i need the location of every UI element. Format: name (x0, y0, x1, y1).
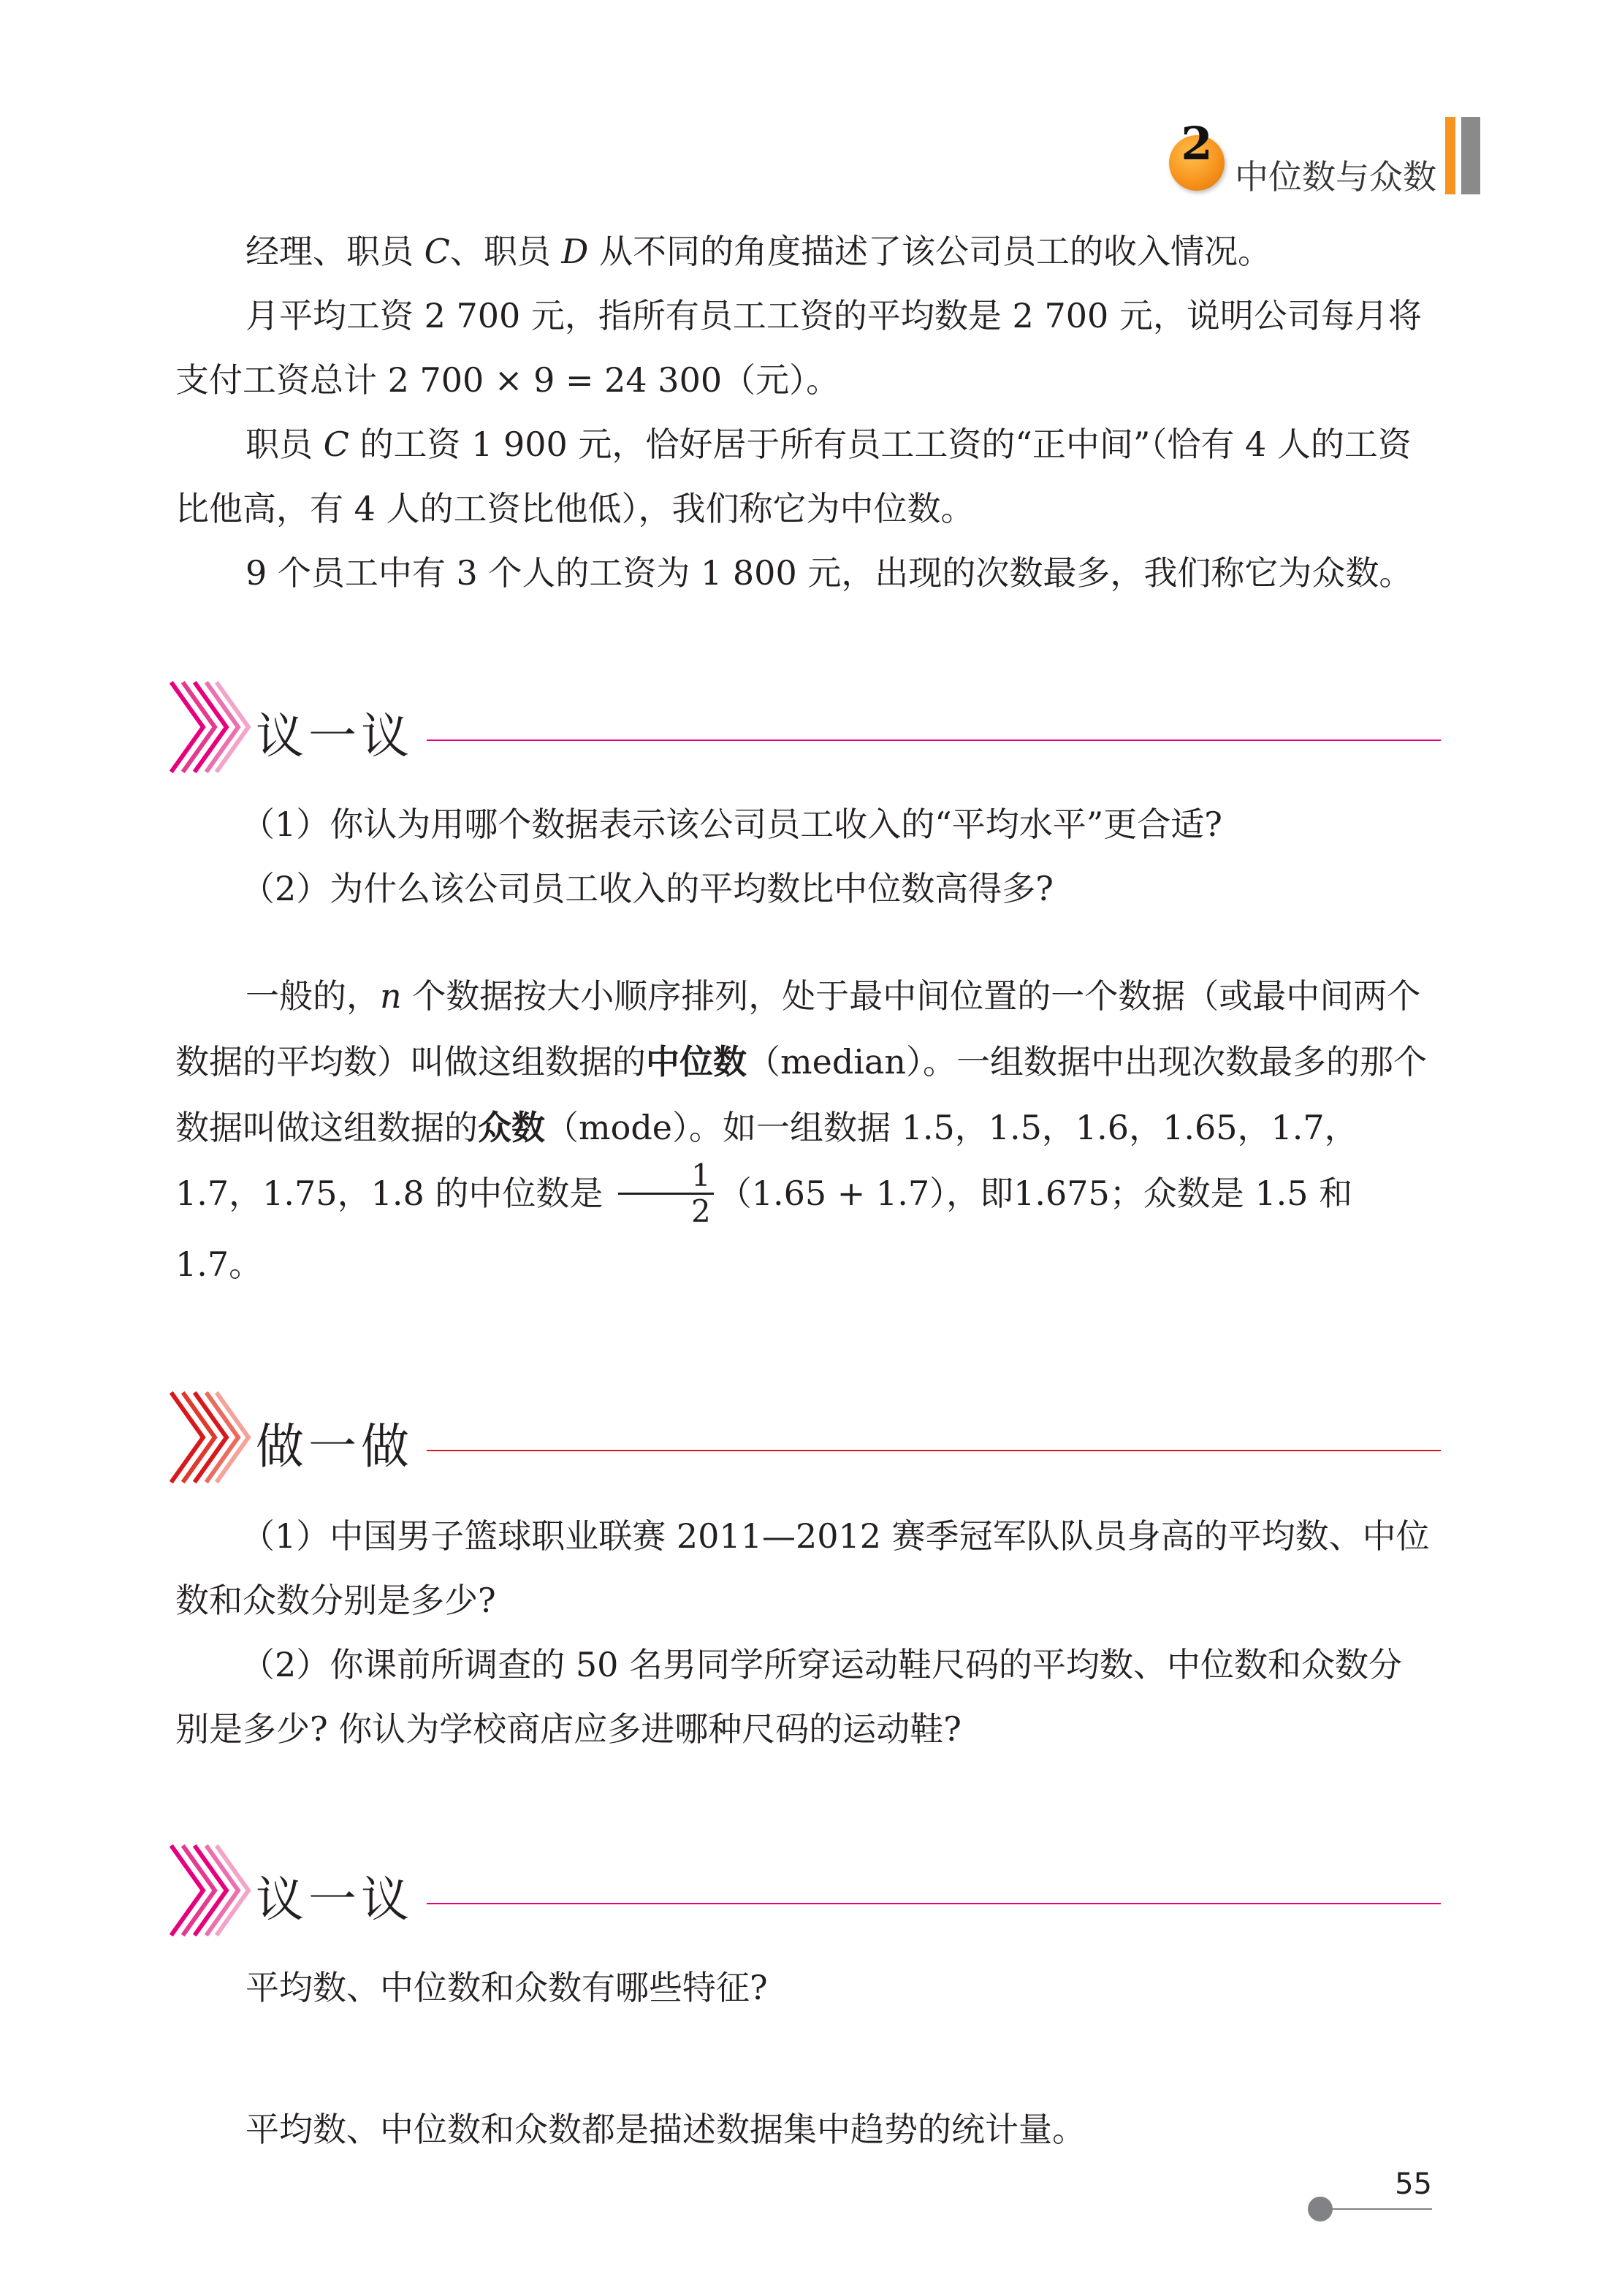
chapter-number: 2 (1181, 117, 1213, 170)
section-do-it (170, 1390, 1441, 1485)
question-1: （1）你认为用哪个数据表示该公司员工收入的“平均水平”更合适? (241, 805, 1222, 844)
question-2: （2）为什么该公司员工收入的平均数比中位数高得多? (241, 869, 1054, 908)
section-discuss-1 (170, 680, 1441, 775)
definition-text (175, 963, 1432, 1297)
section-title: 议一议 (256, 708, 414, 764)
section-rule (427, 740, 1441, 741)
exercise-2: （2）你课前所调查的 50 名男同学所穿运动鞋尺码的平均数、中位数和众数分别是多少? 你认为学校商店应多进哪种尺码的运动鞋? (175, 1645, 1403, 1749)
intro-paragraph-4: 9 个员工中有 3 个人的工资为 1 800 元，出现的次数最多，我们称它为众数。 (245, 553, 1413, 593)
page-number: 55 (1395, 2167, 1432, 2201)
intro-text (175, 219, 1432, 605)
page-number-rule (1321, 2208, 1432, 2210)
fraction-one-half: $\frac{1}{2}$ (618, 1159, 714, 1228)
intro-paragraph-2: 月平均工资 2 700 元，指所有员工工资的平均数是 2 700 元，说明公司每月将支付工资总计 2 700 × 9 = 24 300（元）。 (175, 296, 1422, 400)
exercise-questions (175, 1504, 1432, 1761)
exercise-1: （1）中国男子篮球职业联赛 2011—2012 赛季冠军队队员身高的平均数、中位数和众数分别是多少? (175, 1516, 1430, 1620)
intro-paragraph-1: 经理、职员 C、职员 D 从不同的角度描述了该公司员工的收入情况。 (245, 232, 1271, 271)
term-mode: 众数 (478, 1108, 545, 1147)
features-answer (175, 2097, 1432, 2162)
section-title: 做一做 (256, 1418, 414, 1475)
section-rule (427, 1450, 1441, 1451)
term-median: 中位数 (646, 1042, 747, 1082)
page-dot-icon (1308, 2197, 1333, 2221)
chapter-title: 中位数与众数 (1235, 157, 1436, 197)
chevron-arrows-icon (170, 1843, 251, 1938)
features-question-text: 平均数、中位数和众数有哪些特征? (245, 1968, 768, 2007)
section-discuss-2 (170, 1843, 1441, 1938)
chevron-arrows-icon (170, 1390, 251, 1485)
intro-paragraph-3: 职员 C 的工资 1 900 元，恰好居于所有员工工资的“正中间”（恰有 4 人的工资比他高，有 4 人的工资比他低），我们称它为中位数。 (175, 425, 1412, 528)
features-question (175, 1955, 1432, 2020)
section-rule (427, 1903, 1441, 1904)
section-title: 议一议 (256, 1871, 414, 1928)
header-bar-orange (1445, 117, 1455, 194)
features-answer-text: 平均数、中位数和众数都是描述数据集中趋势的统计量。 (245, 2110, 1086, 2149)
chevron-arrows-icon (170, 680, 251, 775)
header-bar-gray (1461, 117, 1480, 194)
definition-paragraph: 一般的，n 个数据按大小顺序排列，处于最中间位置的一个数据（或最中间两个数据的平均数）叫做这组数据的中位数（median）。一组数据中出现次数最多的那个数据叫做这组数据的众数（mode）。如一组数据 1.5，1.5，1.6，1.65，1.7，1.7，1.75，1.8 的中位数是 $\frac{1}{2}$ （1.65 + 1.7），即1.675；众数是 1.5 和 1.7。 (175, 976, 1428, 1284)
discussion-questions-1 (175, 792, 1432, 921)
